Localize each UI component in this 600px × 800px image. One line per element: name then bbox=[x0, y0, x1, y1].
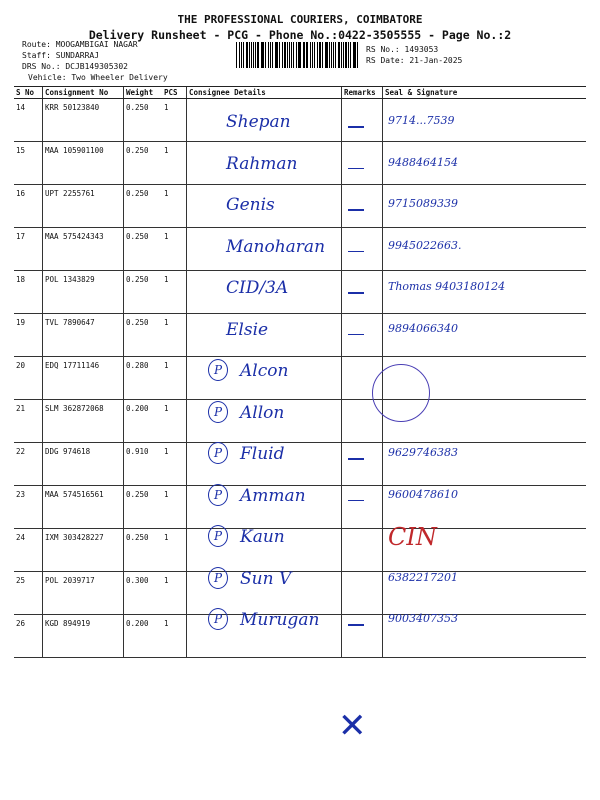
row-sno: 22 bbox=[14, 443, 43, 486]
checkmark-scribble: ✕ bbox=[338, 706, 367, 746]
table-row bbox=[14, 314, 586, 357]
signature-handwriting: 9003407353 bbox=[388, 612, 458, 625]
row-consignment: POL 2039717 bbox=[43, 572, 124, 615]
barcode-bar bbox=[236, 42, 237, 68]
barcode-bar bbox=[350, 42, 351, 68]
row-weight: 0.250 bbox=[124, 185, 163, 228]
row-consignment: DDG 974618 bbox=[43, 443, 124, 486]
barcode-bar bbox=[270, 42, 271, 68]
consignee-handwriting: Fluid bbox=[240, 444, 285, 464]
row-pcs: 1 bbox=[162, 185, 187, 228]
row-pcs: 1 bbox=[162, 529, 187, 572]
remark-dash bbox=[348, 500, 364, 502]
barcode-bar bbox=[291, 42, 292, 68]
signature-handwriting: 9629746383 bbox=[388, 446, 458, 459]
barcode-bar bbox=[282, 42, 283, 68]
barcode-bar bbox=[348, 42, 349, 68]
remark-dash bbox=[348, 126, 364, 128]
remark-dash bbox=[348, 334, 364, 336]
consignee-handwriting: Rahman bbox=[226, 153, 298, 174]
circled-p-mark: P bbox=[208, 525, 228, 547]
barcode-bar bbox=[262, 42, 264, 68]
remark-dash bbox=[348, 209, 364, 211]
barcode-bar bbox=[319, 42, 321, 68]
row-remarks-cell bbox=[342, 99, 383, 142]
consignee-handwriting: Kaun bbox=[240, 527, 285, 547]
barcode-bar bbox=[251, 42, 252, 68]
row-sno: 19 bbox=[14, 314, 43, 357]
row-remarks-cell bbox=[342, 572, 383, 615]
row-pcs: 1 bbox=[162, 486, 187, 529]
row-pcs: 1 bbox=[162, 271, 187, 314]
row-consignment: KGD 894919 bbox=[43, 615, 124, 658]
circled-p-mark: P bbox=[208, 401, 228, 423]
vehicle-label: Vehicle: Two Wheeler Delivery bbox=[28, 73, 168, 82]
signature-handwriting: 9488464154 bbox=[388, 155, 458, 169]
barcode-bar bbox=[289, 42, 290, 68]
barcode-bar bbox=[253, 42, 254, 68]
barcode-bar bbox=[307, 42, 308, 68]
barcode-bar bbox=[353, 42, 354, 68]
row-sno: 18 bbox=[14, 271, 43, 314]
row-pcs: 1 bbox=[162, 314, 187, 357]
barcode-bar bbox=[317, 42, 318, 68]
row-remarks-cell bbox=[342, 443, 383, 486]
col-signature: Seal & Signature bbox=[383, 87, 587, 99]
table-row bbox=[14, 357, 586, 400]
row-pcs: 1 bbox=[162, 142, 187, 185]
table-row bbox=[14, 99, 586, 142]
signature-handwriting: 6382217201 bbox=[388, 570, 458, 584]
row-sno: 15 bbox=[14, 142, 43, 185]
row-weight: 0.250 bbox=[124, 314, 163, 357]
barcode-bar bbox=[314, 42, 315, 68]
table-row bbox=[14, 400, 586, 443]
row-sno: 23 bbox=[14, 486, 43, 529]
consignee-handwriting: Sun V bbox=[240, 568, 292, 589]
consignee-handwriting: CID/3A bbox=[226, 278, 289, 298]
barcode-bar bbox=[268, 42, 269, 68]
barcode-bar bbox=[284, 42, 286, 68]
row-remarks-cell bbox=[342, 228, 383, 271]
table-row bbox=[14, 142, 586, 185]
row-remarks-cell bbox=[342, 185, 383, 228]
barcode-bar bbox=[333, 42, 334, 68]
runsheet-subtitle: Delivery Runsheet - PCG - Phone No.:0422-3505555 - Page No.:2 bbox=[88, 28, 512, 42]
barcode-bar bbox=[255, 42, 256, 68]
barcode-bar bbox=[325, 42, 326, 68]
barcode-bar bbox=[296, 42, 297, 68]
circled-p-mark: P bbox=[208, 608, 228, 630]
row-weight: 0.200 bbox=[124, 615, 163, 658]
consignee-handwriting: Elsie bbox=[226, 319, 269, 340]
rs-no-label: RS No.: 1493053 bbox=[366, 45, 439, 54]
row-pcs: 1 bbox=[162, 400, 187, 443]
table-row bbox=[14, 572, 586, 615]
signature-handwriting: CIN bbox=[388, 523, 437, 551]
barcode-bar bbox=[246, 42, 248, 68]
barcode-bar bbox=[354, 42, 356, 68]
staff-label: Staff: SUNDARRAJ bbox=[22, 51, 100, 60]
courier-stamp bbox=[372, 364, 430, 422]
row-pcs: 1 bbox=[162, 615, 187, 658]
row-consignment: MAA 105901100 bbox=[43, 142, 124, 185]
barcode-bar bbox=[345, 42, 346, 68]
barcode bbox=[236, 42, 360, 68]
consignee-handwriting: Allon bbox=[240, 402, 285, 423]
col-sno: S No bbox=[14, 87, 43, 99]
col-consignee: Consignee Details bbox=[187, 87, 342, 99]
row-remarks-cell bbox=[342, 529, 383, 572]
barcode-bar bbox=[338, 42, 340, 68]
barcode-bar bbox=[322, 42, 323, 68]
barcode-bar bbox=[272, 42, 273, 68]
circled-p-mark: P bbox=[208, 567, 228, 589]
row-consignment: POL 1343829 bbox=[43, 271, 124, 314]
row-remarks-cell bbox=[342, 314, 383, 357]
consignee-handwriting: Shepan bbox=[226, 112, 291, 132]
barcode-bar bbox=[249, 42, 250, 68]
col-consignment: Consignment No bbox=[43, 87, 124, 99]
remark-dash bbox=[348, 251, 364, 253]
table-row bbox=[14, 529, 586, 572]
row-remarks-cell bbox=[342, 486, 383, 529]
consignee-handwriting: Murugan bbox=[240, 610, 320, 630]
row-consignment: MAA 575424343 bbox=[43, 228, 124, 271]
row-weight: 0.250 bbox=[124, 271, 163, 314]
row-pcs: 1 bbox=[162, 357, 187, 400]
barcode-bar bbox=[357, 42, 358, 68]
barcode-bar bbox=[312, 42, 313, 68]
barcode-bar bbox=[331, 42, 332, 68]
signature-handwriting: 9945022663. bbox=[388, 238, 462, 252]
signature-handwriting: 9600478610 bbox=[388, 487, 458, 501]
table-header-row bbox=[14, 87, 586, 99]
row-sno: 26 bbox=[14, 615, 43, 658]
row-pcs: 1 bbox=[162, 572, 187, 615]
signature-handwriting: 9894066340 bbox=[388, 321, 458, 335]
signature-handwriting: 9715089339 bbox=[388, 197, 458, 210]
remark-dash bbox=[348, 292, 364, 294]
barcode-bar bbox=[265, 42, 266, 68]
row-weight: 0.250 bbox=[124, 486, 163, 529]
row-sno: 17 bbox=[14, 228, 43, 271]
row-sno: 25 bbox=[14, 572, 43, 615]
signature-handwriting: Thomas 9403180124 bbox=[388, 280, 506, 293]
barcode-bar bbox=[276, 42, 277, 68]
rs-date-label: RS Date: 21-Jan-2025 bbox=[366, 56, 463, 65]
table-row bbox=[14, 185, 586, 228]
circled-p-mark: P bbox=[208, 442, 228, 464]
runsheet-table bbox=[14, 86, 586, 658]
remark-dash bbox=[348, 168, 364, 170]
row-sno: 20 bbox=[14, 357, 43, 400]
col-weight: Weight bbox=[124, 87, 163, 99]
row-consignment: SLM 362872068 bbox=[43, 400, 124, 443]
barcode-bar bbox=[306, 42, 307, 68]
barcode-bar bbox=[341, 42, 342, 68]
row-weight: 0.250 bbox=[124, 99, 163, 142]
row-signature-cell bbox=[383, 314, 587, 357]
consignee-handwriting: Manoharan bbox=[226, 236, 326, 257]
row-consignment: IXM 303428227 bbox=[43, 529, 124, 572]
barcode-bar bbox=[298, 42, 299, 68]
row-weight: 0.280 bbox=[124, 357, 163, 400]
remark-dash bbox=[348, 624, 364, 626]
row-weight: 0.250 bbox=[124, 529, 163, 572]
row-weight: 0.910 bbox=[124, 443, 163, 486]
table-row bbox=[14, 443, 586, 486]
row-weight: 0.250 bbox=[124, 228, 163, 271]
signature-handwriting: 9714...7539 bbox=[388, 114, 455, 127]
barcode-bar bbox=[243, 42, 244, 68]
row-remarks-cell bbox=[342, 615, 383, 658]
row-sno: 14 bbox=[14, 99, 43, 142]
row-sno: 21 bbox=[14, 400, 43, 443]
consignee-handwriting: Alcon bbox=[240, 361, 289, 381]
consignee-handwriting: Amman bbox=[240, 485, 306, 506]
col-pcs: PCS bbox=[162, 87, 187, 99]
row-consignment: MAA 574516561 bbox=[43, 486, 124, 529]
barcode-bar bbox=[287, 42, 288, 68]
row-pcs: 1 bbox=[162, 228, 187, 271]
row-pcs: 1 bbox=[162, 443, 187, 486]
row-consignment: TVL 7890647 bbox=[43, 314, 124, 357]
barcode-bar bbox=[275, 42, 276, 68]
row-consignment: KRR 50123840 bbox=[43, 99, 124, 142]
row-consignment: EDQ 17711146 bbox=[43, 357, 124, 400]
barcode-bar bbox=[257, 42, 258, 68]
barcode-bar bbox=[335, 42, 336, 68]
barcode-bar bbox=[303, 42, 304, 68]
circled-p-mark: P bbox=[208, 484, 228, 506]
row-pcs: 1 bbox=[162, 99, 187, 142]
barcode-bar bbox=[343, 42, 344, 68]
row-consignment: UPT 2255761 bbox=[43, 185, 124, 228]
remark-dash bbox=[348, 458, 364, 460]
row-weight: 0.300 bbox=[124, 572, 163, 615]
barcode-bar bbox=[329, 42, 330, 68]
row-weight: 0.250 bbox=[124, 142, 163, 185]
route-label: Route: MOOGAMBIGAI NAGAR bbox=[22, 40, 138, 49]
col-remarks: Remarks bbox=[342, 87, 383, 99]
barcode-bar bbox=[279, 42, 280, 68]
row-sno: 16 bbox=[14, 185, 43, 228]
consignee-handwriting: Genis bbox=[226, 195, 275, 215]
row-remarks-cell bbox=[342, 142, 383, 185]
circled-p-mark: P bbox=[208, 359, 228, 381]
barcode-bar bbox=[241, 42, 242, 68]
row-sno: 24 bbox=[14, 529, 43, 572]
drs-label: DRS No.: DCJB149305302 bbox=[22, 62, 128, 71]
barcode-bar bbox=[310, 42, 311, 68]
company-title: THE PROFESSIONAL COURIERS, COIMBATORE bbox=[177, 13, 423, 26]
barcode-bar bbox=[261, 42, 262, 68]
barcode-bar bbox=[293, 42, 294, 68]
row-weight: 0.200 bbox=[124, 400, 163, 443]
barcode-bar bbox=[239, 42, 240, 68]
barcode-bar bbox=[326, 42, 327, 68]
barcode-bar bbox=[299, 42, 301, 68]
